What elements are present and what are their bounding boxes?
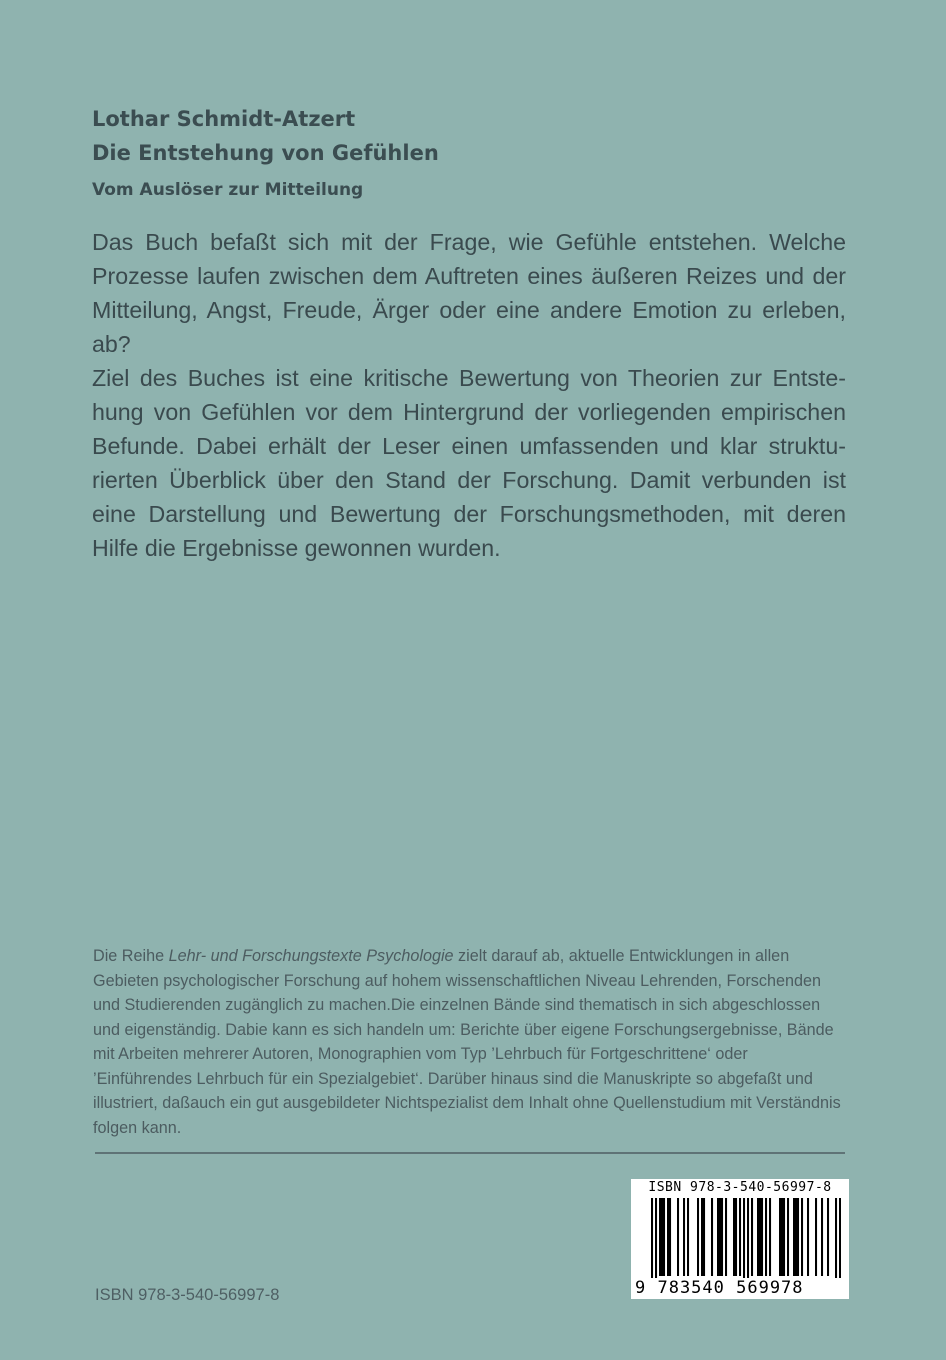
horizontal-divider bbox=[95, 1152, 845, 1154]
barcode-bar bbox=[759, 1198, 761, 1276]
barcode-bar bbox=[781, 1198, 783, 1276]
barcode-bar bbox=[761, 1198, 763, 1276]
series-paragraph bbox=[93, 944, 847, 1140]
barcode-isbn-text: ISBN 978-3-540-56997-8 bbox=[648, 1180, 832, 1195]
barcode-bar bbox=[687, 1198, 689, 1276]
barcode-bar bbox=[719, 1198, 721, 1276]
barcode-bar bbox=[765, 1198, 767, 1276]
barcode-bar bbox=[651, 1198, 653, 1280]
description-paragraph-2: Ziel des Buches ist eine kritische Bewertung von Theorien zur Entstehung von Gefühlen vor dem Hintergrund der vorliegenden empirischen Befunde. Dabei erhält der Leser einen umfassenden und klar strukturierten Überblick über den Stand der Forschung. Damit verbunden ist eine Darstellung und Bewertung der Forschungsmethoden, mit deren Hilfe die Ergebnisse gewonnen wurden. bbox=[92, 365, 846, 561]
barcode-bar bbox=[669, 1198, 671, 1276]
barcode-bar bbox=[701, 1198, 703, 1276]
barcode-bar bbox=[661, 1198, 663, 1276]
barcode-bar bbox=[827, 1198, 829, 1276]
barcode-bar bbox=[717, 1198, 719, 1276]
barcode-bar bbox=[787, 1198, 789, 1276]
barcode-bar bbox=[835, 1198, 837, 1280]
barcode-bar bbox=[739, 1198, 741, 1276]
series-text: zielt darauf ab, aktuelle Entwicklungen in allen Gebieten psychologischer Forschung auf hohem wissenschaftlichen Niveau Lehrenden, Forschenden und Studierenden zugänglich zu machen.Die einzelnen Bände sind thematisch in sich abgeschlossen und eigenständig. Dabie kann es sich handeln um: Berichte über eigene Forschungsergebnisse, Bände mit Arbeiten mehrerer Autoren, Monographien vom Typ ’Lehrbuch für Fortgeschrittene‘ oder ’Einführendes Lehrbuch für ein Spezialgebiet‘. Darüber hinaus sind die Manuskripte so abgefaßt und illustriert, daßauch ein gut ausgebildeter Nichtspezialist dem Inhalt ohne Quellenstudium mit Verständnis folgen kann. bbox=[93, 947, 841, 1137]
barcode-bar bbox=[735, 1198, 737, 1276]
barcode-bar bbox=[733, 1198, 735, 1276]
series-description bbox=[93, 944, 847, 1140]
barcode-bar bbox=[667, 1198, 669, 1276]
barcode-bar bbox=[797, 1198, 799, 1276]
barcode-bars bbox=[651, 1198, 841, 1280]
barcode-bar bbox=[743, 1198, 745, 1280]
book-subtitle: Vom Auslöser zur Mitteilung bbox=[92, 180, 364, 200]
barcode-bar bbox=[711, 1198, 713, 1276]
barcode-bar bbox=[683, 1198, 685, 1276]
barcode-bar bbox=[747, 1198, 749, 1280]
barcode-bar bbox=[783, 1198, 785, 1276]
barcode-bar bbox=[721, 1198, 723, 1276]
barcode-bar bbox=[795, 1198, 797, 1276]
barcode-bar bbox=[659, 1198, 661, 1276]
book-description bbox=[92, 225, 846, 565]
isbn-barcode bbox=[631, 1179, 849, 1299]
series-prefix: Die Reihe bbox=[93, 947, 169, 965]
author-name: Lothar Schmidt-Atzert bbox=[92, 107, 356, 131]
barcode-bar bbox=[697, 1198, 699, 1276]
barcode-bar bbox=[793, 1198, 795, 1276]
barcode-bar bbox=[807, 1198, 809, 1276]
book-header bbox=[92, 102, 872, 202]
barcode-bar bbox=[751, 1198, 753, 1276]
barcode-bar bbox=[757, 1198, 759, 1276]
barcode-bar bbox=[821, 1198, 823, 1276]
barcode-bar bbox=[779, 1198, 781, 1276]
barcode-bar bbox=[725, 1198, 727, 1276]
series-name: Lehr- und Forschungstexte Psychologie bbox=[168, 947, 454, 965]
barcode-bar bbox=[677, 1198, 679, 1276]
book-title: Die Entstehung von Gefühlen bbox=[92, 141, 439, 165]
barcode-bar bbox=[839, 1198, 841, 1280]
barcode-bar bbox=[663, 1198, 665, 1276]
barcode-bar bbox=[655, 1198, 657, 1280]
barcode-bar bbox=[769, 1198, 771, 1276]
barcode-bar bbox=[801, 1198, 803, 1276]
barcode-bar bbox=[815, 1198, 817, 1276]
isbn-footer: ISBN 978-3-540-56997-8 bbox=[95, 1286, 280, 1304]
barcode-bar bbox=[703, 1198, 705, 1276]
barcode-digits: 9 783540 569978 bbox=[631, 1278, 849, 1299]
description-paragraph-1: Das Buch befaßt sich mit der Frage, wie Gefühle entstehen. Welche Prozesse laufen zwischen dem Auftreten eines äußeren Reizes und der Mitteilung, Angst, Freude, Ärger oder eine andere Emotion zu erleben, ab? bbox=[92, 229, 846, 357]
